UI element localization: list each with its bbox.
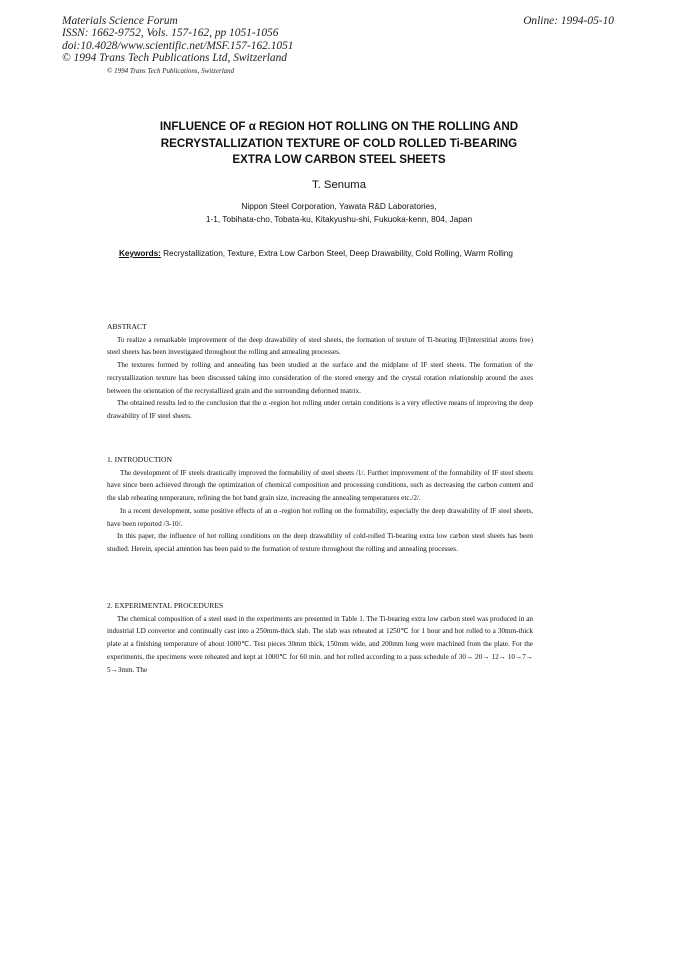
title-line-3: EXTRA LOW CARBON STEEL SHEETS (232, 153, 446, 167)
affiliation-line-1: Nippon Steel Corporation, Yawata R&D Laboratories, (241, 201, 437, 211)
introduction-section (107, 454, 533, 556)
experimental-paragraph: The chemical composition of a steel used in the experiments are presented in Table 1. The Ti-bearing extra low carbon steel was produced in an industrial LD convertor and continually cast into a 250mm-thick slab. The slab was reheated at 1250℃ for 1 hour and hot rolled to a 30mm-thick plate at a finishing temperature of about 1000℃. Test pieces 30mm thick, 150mm wide, and 200mm long were machined from the plate. For the experiments, the specimens were reheated and kept at 1000℃ for 60 min. and hot rolled according to a pass schedule of 30→ 20→ 12→ 10→7→ 5→3mm. The (107, 614, 533, 674)
experimental-section (107, 600, 533, 676)
journal-name: Materials Science Forum (62, 15, 178, 27)
introduction-paragraph: In this paper, the influence of hot rolling conditions on the deep drawability of cold-rolled Ti-bearing extra low carbon steel sheets has been studied. Herein, special attention has been paid to the formation of texture throughout the rolling and annealing processes. (107, 532, 533, 553)
keywords (119, 248, 523, 260)
title-line-1: INFLUENCE OF α REGION HOT ROLLING ON THE ROLLING AND (159, 120, 519, 133)
publisher-line: © 1994 Trans Tech Publications Ltd, Switzerland (62, 52, 287, 65)
title-line-2: RECRYSTALLIZATION TEXTURE OF COLD ROLLED Ti-BEARING (160, 136, 518, 150)
keywords-label: Keywords: (119, 249, 161, 258)
abstract-paragraph: To realize a remarkable improvement of the deep drawability of steel sheets, the formation of texture of Ti-bearing IF(Interstitial atoms free) steel sheets has been investigated throughout the rolling and annealing processes. (107, 335, 533, 357)
abstract-heading: ABSTRACT (107, 322, 147, 331)
doi-line: doi:10.4028/www.scientific.net/MSF.157-162.1051 (62, 39, 294, 52)
introduction-heading: 1. INTRODUCTION (107, 455, 172, 464)
issn-line: ISSN: 1662-9752, Vols. 157-162, pp 1051-1056 (62, 27, 279, 40)
affiliation-line-2: 1-1, Tobihata-cho, Tobata-ku, Kitakyushu-shi, Fukuoka-kenn, 804, Japan (205, 213, 473, 224)
paper-title (90, 119, 588, 169)
experimental-heading: 2. EXPERIMENTAL PROCEDURES (107, 601, 224, 610)
introduction-paragraph: The development of IF steels drastically improved the formability of steel sheets /1/. Further improvement of the formability of IF steel sheets have since been achieved through the optimization of chemical composition and processing conditions, such as decreasing the carbon content and the slab reheating temperature, refining the hot band grain size, increasing the annealing temperatures etc./2/. (107, 468, 533, 503)
online-date: Online: 1994-05-10 (523, 15, 614, 27)
journal-header (62, 15, 294, 65)
affiliation (90, 200, 588, 225)
abstract-section (107, 321, 533, 423)
introduction-paragraph: In a recent development, some positive effects of an α -region hot rolling on the formability, especially the deep drawability of IF steel sheets, have been reported /3-10/. (107, 506, 533, 528)
abstract-paragraph: The obtained results led to the conclusion that the α -region hot rolling under certain conditions is a very effective means of improving the deep drawability of IF steel sheets. (107, 399, 533, 420)
abstract-paragraph: The textures formed by rolling and annealing has been studied at the surface and the midplane of IF steel sheets. The formation of the recrystallization texture has been discussed taking into consideration of the stored energy and the crystal rotation relationship around the axes between the orientation of the recrystallized grain and the surrounding deformed matrix. (107, 361, 533, 395)
author-name: T. Senuma (311, 179, 366, 191)
copyright-small: © 1994 Trans Tech Publications, Switzerland (107, 67, 235, 75)
keywords-text: Recrystallization, Texture, Extra Low Carbon Steel, Deep Drawability, Cold Rolling, Warm Rolling (160, 249, 513, 258)
